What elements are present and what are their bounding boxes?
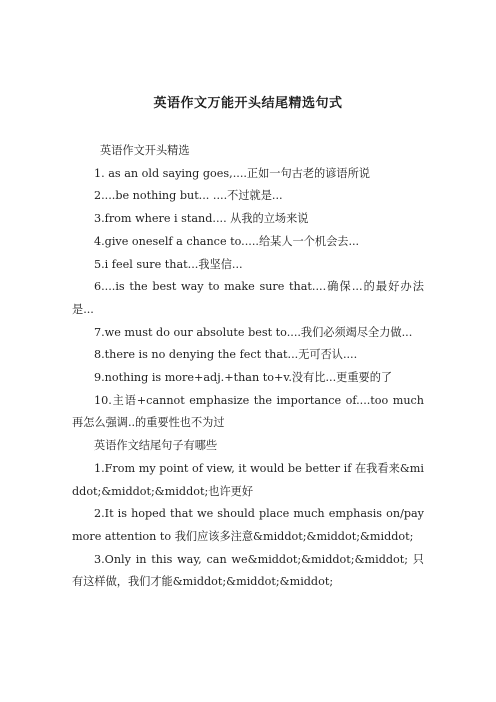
paragraph: 1.From my point of view, it would be better if 在我看来&middot;&middot;&middot;也许更好 [72,461,424,498]
paragraph: 2.It is hoped that we should place much emphasis on/pay more attention to 我们应该多注意&middot;&middot;&middot; [72,507,424,543]
paragraph: 9.nothing is more+adj.+than to+v.没有比...更重要的了 [94,371,393,385]
paragraph: 4.give oneself a chance to.....给某人一个机会去... [94,234,360,248]
paragraph: 10.主语+cannot emphasize the importance of....too much 再怎么强调..的重要性也不为过 [72,393,424,430]
section-heading-ending: 英语作文结尾句子有哪些 [94,439,218,453]
paragraph: 3.Only in this way, can we&middot;&middot;&middot; 只有这样做，我们才能&middot;&middot;&middot; [72,552,424,589]
document-title: 英语作文万能开头结尾精选句式 [153,96,343,111]
paragraph: 3.from where i stand.... 从我的立场来说 [94,212,309,226]
document-body [72,140,424,594]
paragraph: 6....is the best way to make sure that....确保...的最好办法是... [72,280,424,316]
paragraph: 2....be nothing but... ....不过就是... [94,189,283,203]
paragraph: 8.there is no denying the fect that...无可否认.... [94,348,358,362]
paragraph: 7.we must do our absolute best to....我们必须竭尽全力做... [94,325,413,339]
paragraph: 5.i feel sure that...我坚信... [94,257,243,271]
paragraph: 1. as an old saying goes,....正如一句古老的谚语所说 [94,166,370,180]
section-heading-opening: 英语作文开头精选 [100,144,190,157]
